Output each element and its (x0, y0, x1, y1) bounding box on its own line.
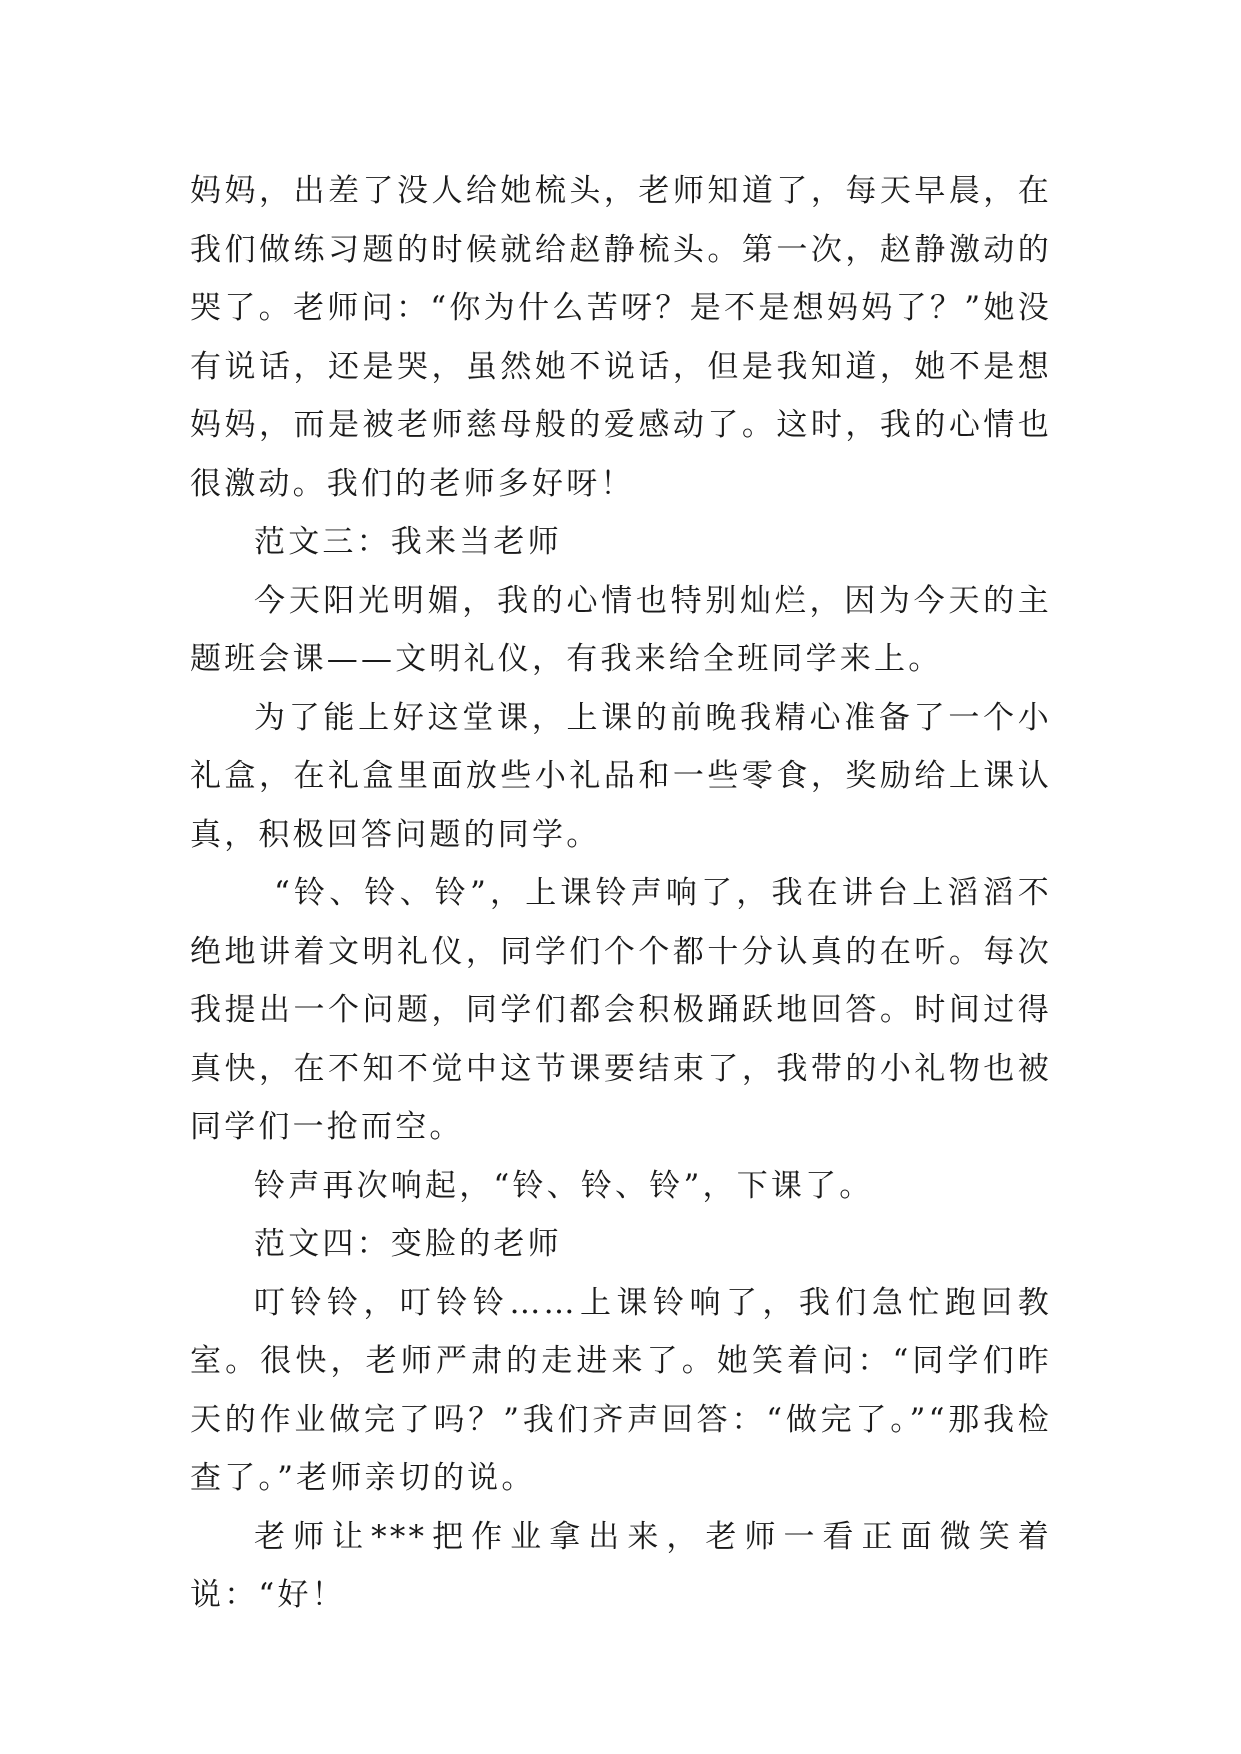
paragraph-continued: 妈妈，出差了没人给她梳头，老师知道了，每天早晨，在我们做练习题的时候就给赵静梳头。第一次，赵静激动的哭了。老师问：“你为什么苦呀？是不是想妈妈了？”她没有说话，还是哭，虽然她不说话，但是我知道，她不是想妈妈，而是被老师慈母般的爱感动了。这时，我的心情也很激动。我们的老师多好呀！ (190, 173, 1052, 502)
paragraph: 铃声再次响起，“铃、铃、铃”，下课了。 (254, 1167, 874, 1204)
paragraph: 今天阳光明媚，我的心情也特别灿烂，因为今天的主题班会课——文明礼仪，有我来给全班同学来上。 (190, 582, 1052, 677)
paragraph: 叮铃铃，叮铃铃……上课铃响了，我们急忙跑回教室。很快，老师严肃的走进来了。她笑着问：“同学们昨天的作业做完了吗？”我们齐声回答：“做完了。”“那我检查了。”老师亲切的说。 (190, 1284, 1052, 1496)
document-body (190, 162, 1052, 1625)
section-heading-3: 范文三：我来当老师 (254, 524, 562, 560)
paragraph: 为了能上好这堂课，上课的前晚我精心准备了一个小礼盒，在礼盒里面放些小礼品和一些零食，奖励给上课认真，积极回答问题的同学。 (190, 699, 1052, 853)
paragraph: “铃、铃、铃”，上课铃声响了，我在讲台上滔滔不绝地讲着文明礼仪，同学们个个都十分认真的在听。每次我提出一个问题，同学们都会积极踊跃地回答。时间过得真快，在不知不觉中这节课要结束了，我带的小礼物也被同学们一抢而空。 (190, 875, 1052, 1145)
section-heading-4: 范文四：变脸的老师 (254, 1226, 562, 1262)
paragraph: 老师让***把作业拿出来，老师一看正面微笑着说：“好！ (190, 1518, 1052, 1613)
